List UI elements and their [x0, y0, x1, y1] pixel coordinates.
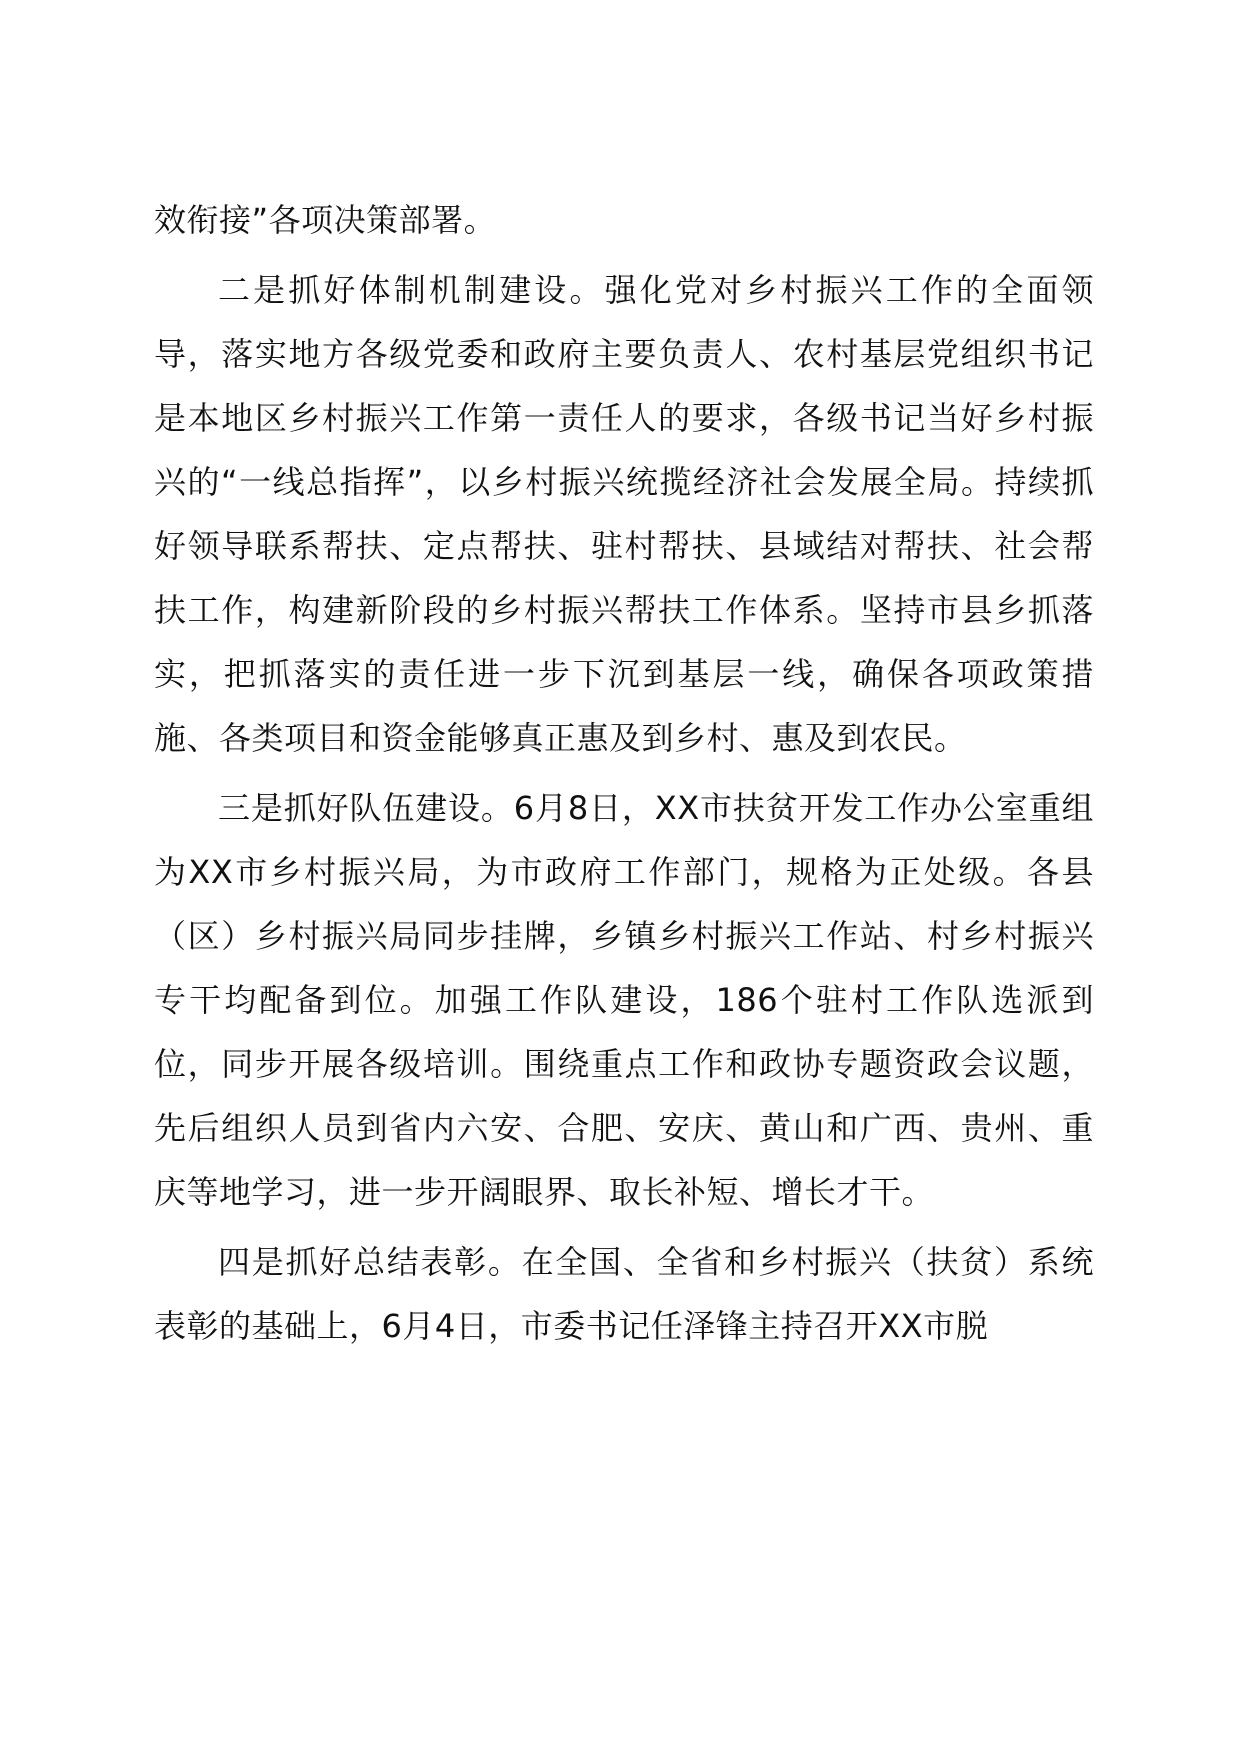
paragraph-continuation: 效衔接”各项决策部署。 [154, 201, 497, 239]
document-body [154, 188, 1094, 1358]
paragraph-team-building: 三是抓好队伍建设。6月8日，XX市扶贫开发工作办公室重组为XX市乡村振兴局，为市政府工作部门，规格为正处级。各县（区）乡村振兴局同步挂牌，乡镇乡村振兴工作站、村乡村振兴专干均配备到位。加强工作队建设，186个驻村工作队选派到位，同步开展各级培训。围绕重点工作和政协专题资政会议题，先后组织人员到省内六安、合肥、安庆、黄山和广西、贵州、重庆等地学习，进一步开阔眼界、取长补短、增长才干。 [154, 789, 1094, 1211]
paragraph-commendation: 四是抓好总结表彰。在全国、全省和乡村振兴（扶贫）系统表彰的基础上，6月4日，市委书记任泽锋主持召开XX市脱 [154, 1243, 1094, 1345]
paragraph-system-building: 二是抓好体制机制建设。强化党对乡村振兴工作的全面领导，落实地方各级党委和政府主要负责人、农村基层党组织书记是本地区乡村振兴工作第一责任人的要求，各级书记当好乡村振兴的“一线总指挥”，以乡村振兴统揽经济社会发展全局。持续抓好领导联系帮扶、定点帮扶、驻村帮扶、县域结对帮扶、社会帮扶工作，构建新阶段的乡村振兴帮扶工作体系。坚持市县乡抓落实，把抓落实的责任进一步下沉到基层一线，确保各项政策措施、各类项目和资金能够真正惠及到乡村、惠及到农民。 [154, 271, 1094, 757]
